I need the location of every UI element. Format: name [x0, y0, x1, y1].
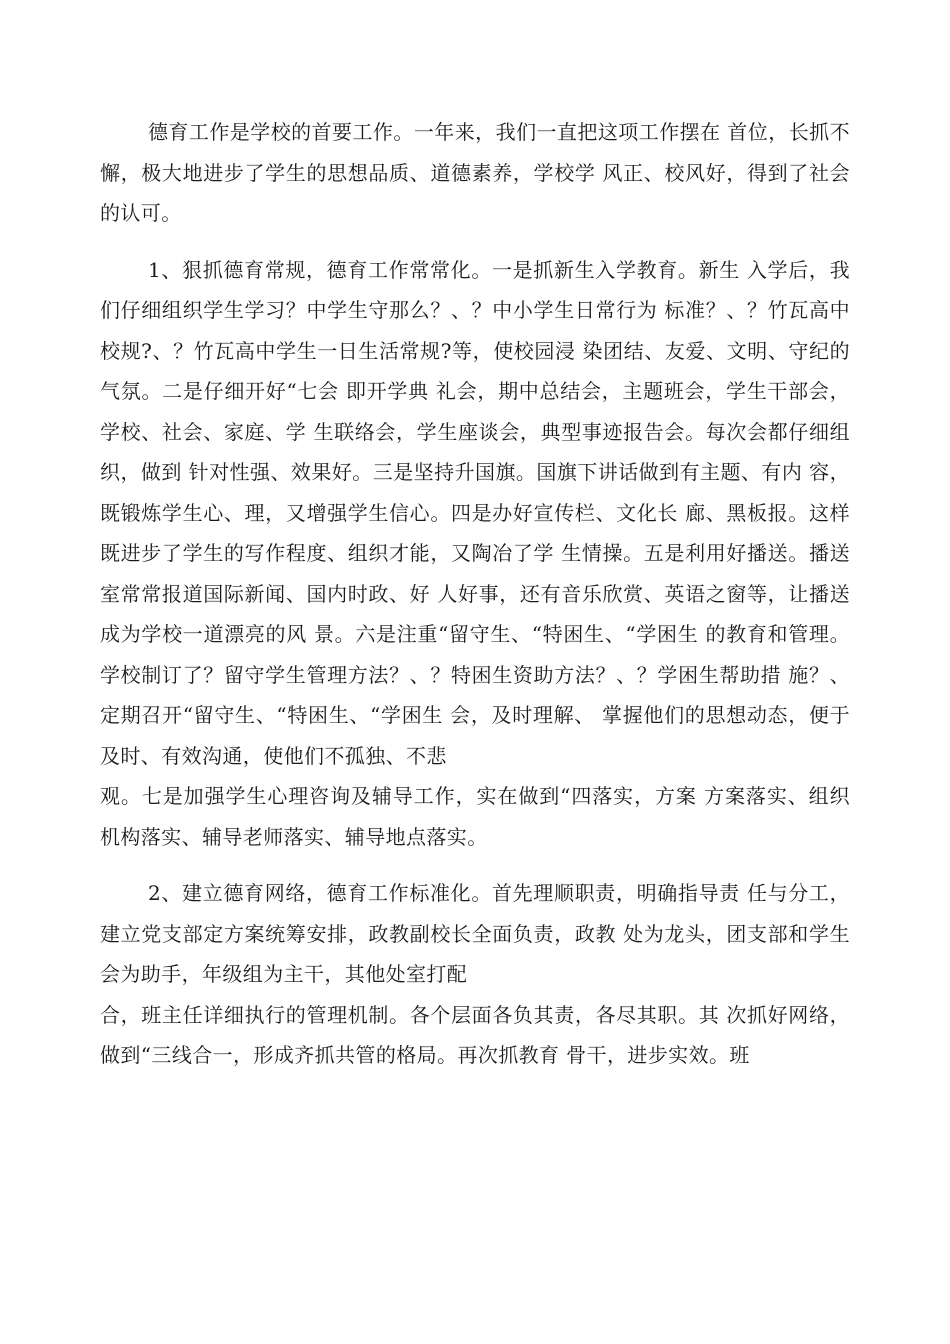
paragraph-psychological-counseling: 观。七是加强学生心理咨询及辅导工作，实在做到“四落实，方案 方案落实、组织机构落实、辅导老师落实、辅导地点落实。: [100, 784, 850, 849]
paragraph-moral-routine: 1、狠抓德育常规，德育工作常常化。一是抓新生入学教育。新生 入学后，我们仔细组织学生学习？中学生守那么？、？中小学生日常行为 标准？、？竹瓦高中校规?、？竹瓦高中学生一日生活常规?等，使校园浸 染团结、友爱、文明、守纪的气氛。二是仔细开好“七会 即开学典 礼会，期中总结会，主题班会，学生干部会，学校、社会、家庭、学 生联络会，学生座谈会，典型事迹报告会。每次会都仔细组织，做到 针对性强、效果好。三是坚持升国旗。国旗下讲话做到有主题、有内 容，既锻炼学生心、理，又增强学生信心。四是办好宣传栏、文化长 廊、黑板报。这样既进步了学生的写作程度、组织才能，又陶冶了学 生情操。五是利用好播送。播送室常常报道国际新闻、国内时政、好 人好事，还有音乐欣赏、英语之窗等，让播送成为学校一道漂亮的风 景。六是注重“留守生、“特困生、“学困生 的教育和管理。 学校制订了？留守学生管理方法？、？特困生资助方法？、？学困生帮助措 施？、定期召开“留守生、“特困生、“学困生 会，及时理解、 掌握他们的思想动态，便于及时、有效沟通，使他们不孤独、不悲: [100, 257, 850, 768]
paragraph-moral-network: 2、建立德育网络，德育工作标准化。首先理顺职责，明确指导责 任与分工，建立党支部定方案统筹安排，政教副校长全面负责，政教 处为龙头，团支部和学生会为助手，年级组为主干，其他处室打配: [100, 881, 850, 986]
paragraph-management-mechanism: 合，班主任详细执行的管理机制。各个层面各负其责，各尽其职。其 次抓好网络，做到“三线合一，形成齐抓共管的格局。再次抓教育 骨干，进步实效。班: [100, 1002, 850, 1067]
paragraph-intro: 德育工作是学校的首要工作。一年来，我们一直把这项工作摆在 首位，长抓不懈，极大地进步了学生的思想品质、道德素养，学校学 风正、校风好，得到了社会的认可。: [100, 120, 850, 225]
